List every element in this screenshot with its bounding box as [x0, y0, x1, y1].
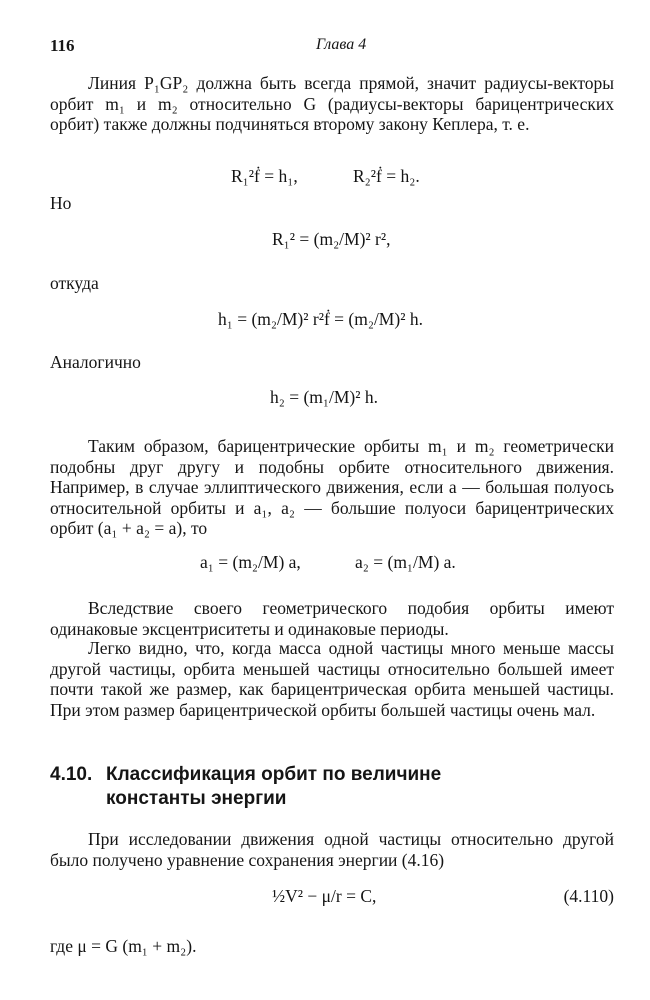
equation-kepler-h2: R₂²ḟ = h₂.	[353, 166, 420, 186]
section-title-line1: Классификация орбит по величине	[106, 764, 442, 785]
section-heading	[50, 763, 610, 811]
running-title: Глава 4	[316, 36, 367, 53]
section-title-line2: константы энергии	[106, 788, 287, 809]
equation-a2: a₂ = (m₁/M) a.	[355, 552, 456, 572]
paragraph-mu-definition: где μ = G (m₁ + m₂).	[50, 936, 197, 956]
page-header	[50, 36, 610, 60]
equation-h1: h₁ = (m₂/M)² r²ḟ = (m₂/M)² h.	[218, 309, 423, 329]
paragraph-analogichno: Аналогично	[50, 352, 141, 372]
section-number: 4.10.	[50, 764, 93, 785]
equation-number: (4.110)	[563, 886, 614, 906]
paragraph-eccentricities: Вследствие своего геометрического подобия орбиты имеют одинаковые эксцентриситеты и одинаковые периоды.	[50, 598, 614, 639]
paragraph-mass-ratio: Легко видно, что, когда масса одной частицы много меньше массы другой частицы, орбита меньшей частицы относительно большей имеет почти такой же размер, как барицентрическая орбита меньшей частицы. При этом размер барицентрической орбиты большей частицы очень мал.	[50, 638, 614, 720]
paragraph-otkuda: откуда	[50, 273, 99, 293]
page-number: 116	[50, 36, 75, 55]
paragraph-barycentric-orbits: Таким образом, барицентрические орбиты m₁ и m₂ геометрически подобны друг другу и подобны орбите относительного движения. Например, в случае эллиптического движения, если a — большая полуось относительной орбиты и a₁, a₂ — большие полуоси барицентрических орбит (a₁ + a₂ = a), то	[50, 436, 614, 539]
equation-r1-squared: R₁² = (m₂/M)² r²,	[272, 229, 391, 249]
equation-kepler-h1: R₁²ḟ = h₁,	[231, 166, 298, 186]
paragraph-energy-conservation: При исследовании движения одной частицы относительно другой было получено уравнение сохранения энергии (4.16)	[50, 829, 614, 870]
paragraph-radius-vectors: Линия P₁GP₂ должна быть всегда прямой, значит радиусы-векторы орбит m₁ и m₂ относительно G (радиусы-векторы барицентрических орбит) также должны подчиняться второму закону Кеплера, т. е.	[50, 73, 614, 135]
equation-h2: h₂ = (m₁/M)² h.	[270, 387, 379, 407]
equation-a1: a₁ = (m₂/M) a,	[200, 552, 301, 572]
paragraph-no: Но	[50, 193, 72, 213]
equation-energy: ½V² − μ/r = C,	[272, 886, 377, 906]
